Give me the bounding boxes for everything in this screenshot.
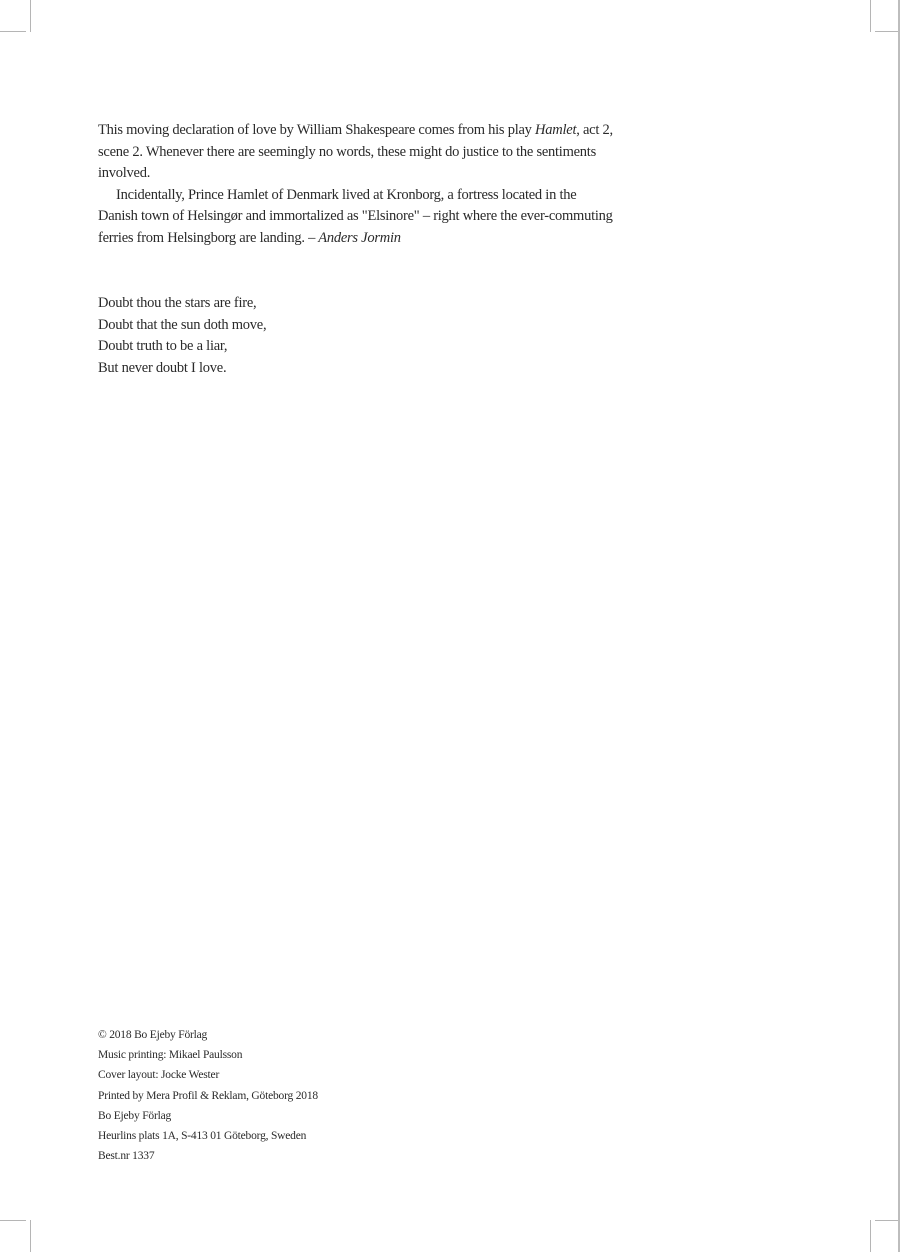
intro-paragraph-1 — [98, 120, 618, 185]
play-title: Hamlet — [535, 122, 577, 138]
crop-mark-bottom-right-horizontal — [875, 1220, 900, 1221]
intro-text — [98, 120, 618, 249]
crop-mark-top-left-vertical — [30, 0, 31, 32]
colophon-music-printing: Music printing: Mikael Paulsson — [98, 1049, 243, 1062]
poem — [98, 293, 266, 379]
intro-paragraph-2 — [98, 185, 618, 250]
crop-mark-bottom-left-horizontal — [0, 1220, 26, 1221]
crop-mark-bottom-right-vertical — [870, 1220, 871, 1252]
colophon-printer: Printed by Mera Profil & Reklam, Göteborg 2018 — [98, 1089, 318, 1102]
poem-line: Doubt that the sun doth move, — [98, 316, 267, 333]
crop-mark-top-left-horizontal — [0, 31, 26, 32]
intro-p1-after: , act 2, scene 2. Whenever there are seemingly no words, these might do justice to the sentiments involved. — [98, 122, 613, 181]
crop-mark-top-right-vertical — [870, 0, 871, 32]
intro-p1-before: This moving declaration of love by William Shakespeare comes from his play — [98, 122, 536, 138]
colophon-cover-layout: Cover layout: Jocke Wester — [98, 1069, 220, 1082]
crop-mark-top-right-horizontal — [875, 31, 900, 32]
intro-p2-text: Incidentally, Prince Hamlet of Denmark lived at Kronborg, a fortress located in the Danish town of Helsingør and immortalized as "Elsinore" – right where the ever-commuting ferries from Helsingborg are landing. — [98, 186, 613, 246]
colophon — [98, 1025, 318, 1166]
crop-mark-bottom-left-vertical — [30, 1220, 31, 1252]
poem-line: But never doubt I love. — [98, 359, 227, 376]
intro-author: – Anders Jormin — [308, 229, 401, 246]
poem-line: Doubt truth to be a liar, — [98, 338, 228, 354]
colophon-publisher: Bo Ejeby Förlag — [98, 1109, 172, 1122]
poem-line: Doubt thou the stars are fire, — [98, 295, 257, 311]
colophon-copyright: © 2018 Bo Ejeby Förlag — [98, 1029, 208, 1041]
colophon-address: Heurlins plats 1A, S-413 01 Göteborg, Sweden — [98, 1130, 307, 1143]
colophon-order-number: Best.nr 1337 — [98, 1150, 155, 1163]
